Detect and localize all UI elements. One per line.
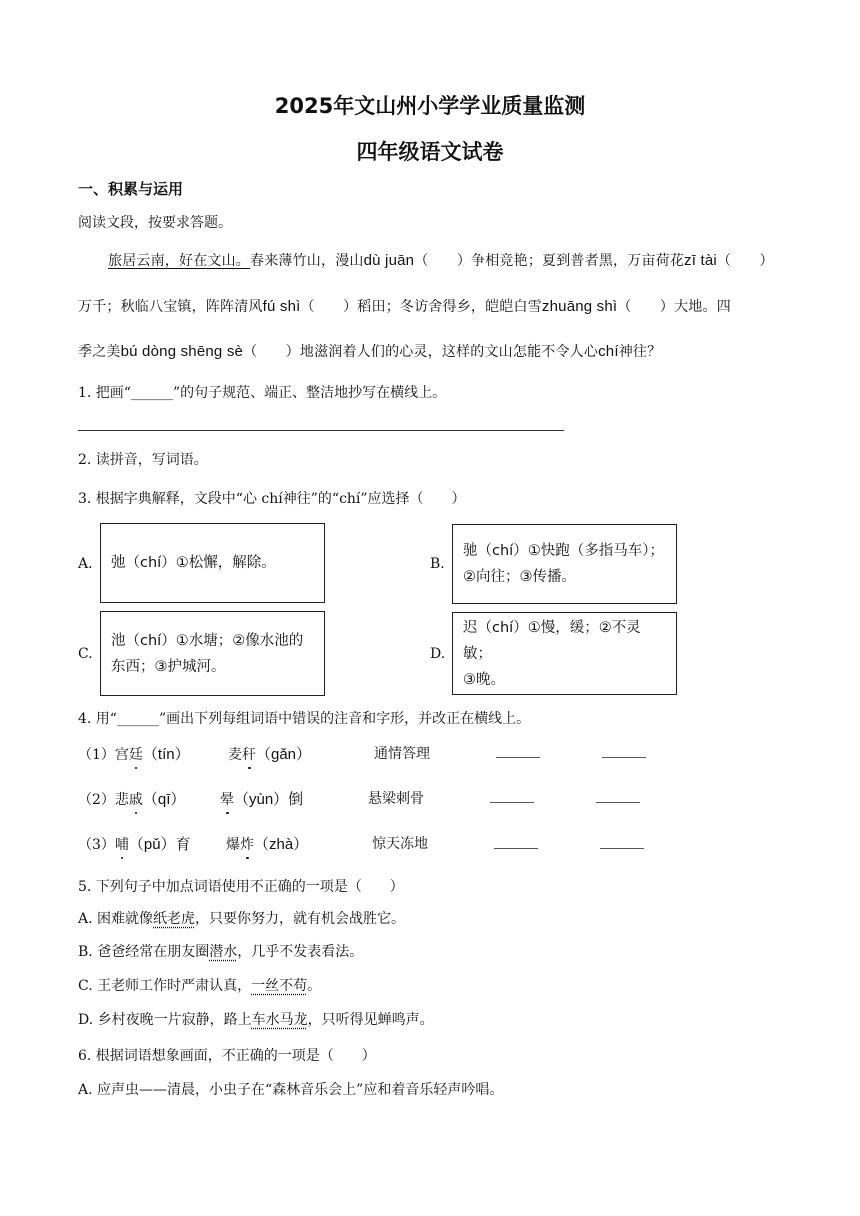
question-4: 4. 用“______”画出下列每组词语中错误的注音和字形，并改正在横线上。 [78,711,531,727]
char: 宫 [114,747,129,763]
q4-row-2-word-3: 悬梁刺骨 [368,791,424,807]
option-text: ，只听得见蝉鸣声。 [307,1012,434,1028]
row-number: （1） [78,747,115,763]
passage-text: （ ）争相竞艳；夏到普者黑，万亩荷花 [414,253,685,269]
char: 爆 [226,837,240,853]
emphasized-word: 纸老虎 [153,911,196,927]
pinyin: bú dòng shēng sè [120,343,244,360]
q6-option-a[interactable]: A. 应声虫——清晨，小虫子在“森林音乐会上”应和着音乐轻声吟唱。 [78,1082,504,1098]
answer-blank[interactable] [494,848,538,849]
passage-line-3 [78,341,661,361]
dotted-char: 戚 [129,789,143,809]
q5-option-a[interactable] [78,908,405,928]
pinyin: （tín） [142,746,190,763]
page-subtitle: 四年级语文试卷 [356,140,504,164]
option-b-box[interactable] [452,524,677,604]
option-d-line-2: ③晚。 [463,671,505,688]
option-text: ，只要你努力，就有机会战胜它。 [195,911,406,927]
option-a-text: 弛（chí）①松懈，解除。 [111,555,276,571]
option-d-line-1: 迟（chí）①慢，缓；②不灵敏； [463,619,641,662]
passage-text: （ ）稻田；冬访舍得乡，皑皑白雪 [300,299,542,315]
passage-line-1 [108,250,774,270]
pinyin: chí [598,343,619,360]
emphasized-word: 车水马龙 [251,1012,308,1028]
answer-line[interactable] [78,430,564,431]
option-text: C. 王老师工作时严肃认真， [78,978,252,994]
question-6: 6. 根据词语想象画面，不正确的一项是（ ） [78,1048,376,1064]
q5-option-c[interactable] [78,975,321,995]
question-1: 1. 把画“______”的句子规范、端正、整洁地抄写在横线上。 [78,385,447,401]
pinyin: zhuāng shì [541,298,618,315]
option-a-box[interactable] [100,523,325,603]
answer-blank[interactable] [602,757,646,758]
page-title: 2025年文山州小学学业质量监测 [274,94,586,118]
passage-text: 春来薄竹山，漫山 [250,253,364,269]
pinyin: （pǔ）育 [128,836,191,853]
option-a-label[interactable]: A. [78,556,93,572]
pinyin: zī tài [684,252,717,269]
passage-text: 季之美 [78,344,121,360]
char: 悲 [114,792,129,808]
q4-row-1 [78,743,190,764]
question-5: 5. 下列句子中加点词语使用不正确的一项是（ ） [78,879,404,895]
option-b-label[interactable]: B. [430,556,445,572]
question-2: 2. 读拼音，写词语。 [78,452,208,468]
passage-line-2 [78,296,731,316]
row-number: （2） [78,792,115,808]
option-d-box[interactable] [452,612,677,695]
pinyin: （qī） [142,791,186,808]
option-d-label[interactable]: D. [430,646,446,662]
q4-row-2 [78,788,185,809]
q4-row-1-word-2 [228,743,311,764]
dotted-char: 晕 [220,789,234,809]
option-c-box[interactable] [100,611,325,696]
option-c-line-2: 东西；③护城河。 [111,658,226,675]
answer-blank[interactable]: （ ） [716,253,774,269]
dotted-char: 秆 [242,744,256,764]
pinyin: fú shì [262,298,301,315]
dotted-word [153,911,195,927]
emphasized-word: 一丝不苟 [251,978,308,994]
question-3: 3. 根据字典解释，文段中“心 chí神往”的“chí”应选择（ ） [78,491,466,507]
pinyin: （yùn）倒 [234,791,304,808]
underlined-sentence: 旅居云南，好在文山。 [108,253,250,269]
option-c-label[interactable]: C. [78,646,93,662]
option-text: A. 困难就像 [78,911,154,927]
q5-option-d[interactable] [78,1009,434,1029]
q4-row-3-word-3: 惊天冻地 [372,836,428,852]
q4-row-1-word-3: 通情答理 [374,746,430,762]
instruction: 阅读文段，按要求答题。 [78,215,232,231]
q4-row-3 [78,833,191,854]
char: 麦 [228,747,242,763]
q4-row-3-word-2 [226,833,308,854]
q5-option-b[interactable] [78,941,363,961]
pinyin: （gǎn） [256,746,312,763]
row-number: （3） [78,837,115,853]
option-b-line-2: ②向往；③传播。 [463,569,576,585]
pinyin: （zhà） [254,836,309,853]
answer-blank[interactable] [496,757,540,758]
passage-text: （ ）大地。四 [617,299,731,315]
option-text: D. 乡村夜晚一片寂静，路上 [78,1012,252,1028]
answer-blank[interactable] [600,848,644,849]
answer-blank[interactable] [596,802,640,803]
option-c-line-1: 池（chí）①水塘；②像水池的 [111,632,304,649]
emphasized-word: 潜水 [209,944,238,960]
section-heading: 一、积累与运用 [78,180,184,198]
passage-text: 万千；秋临八宝镇，阵阵清风 [78,299,263,315]
option-b-line-1: 驰（chí）①快跑（多指马车）； [463,543,664,559]
q4-row-2-word-2 [220,788,303,809]
dotted-char: 廷 [129,744,143,764]
passage-text: （ ）地滋润着人们的心灵，这样的文山怎能不令人心 [243,344,599,360]
passage-text: 神往？ [618,344,662,360]
dotted-char: 哺 [115,834,129,854]
dotted-char: 炸 [240,834,254,854]
option-text: 。 [307,978,322,994]
answer-blank[interactable] [490,802,534,803]
option-text: B. 爸爸经常在朋友圈 [78,944,210,960]
option-text: ，几乎不发表看法。 [237,944,364,960]
pinyin: dù juān [363,252,415,269]
